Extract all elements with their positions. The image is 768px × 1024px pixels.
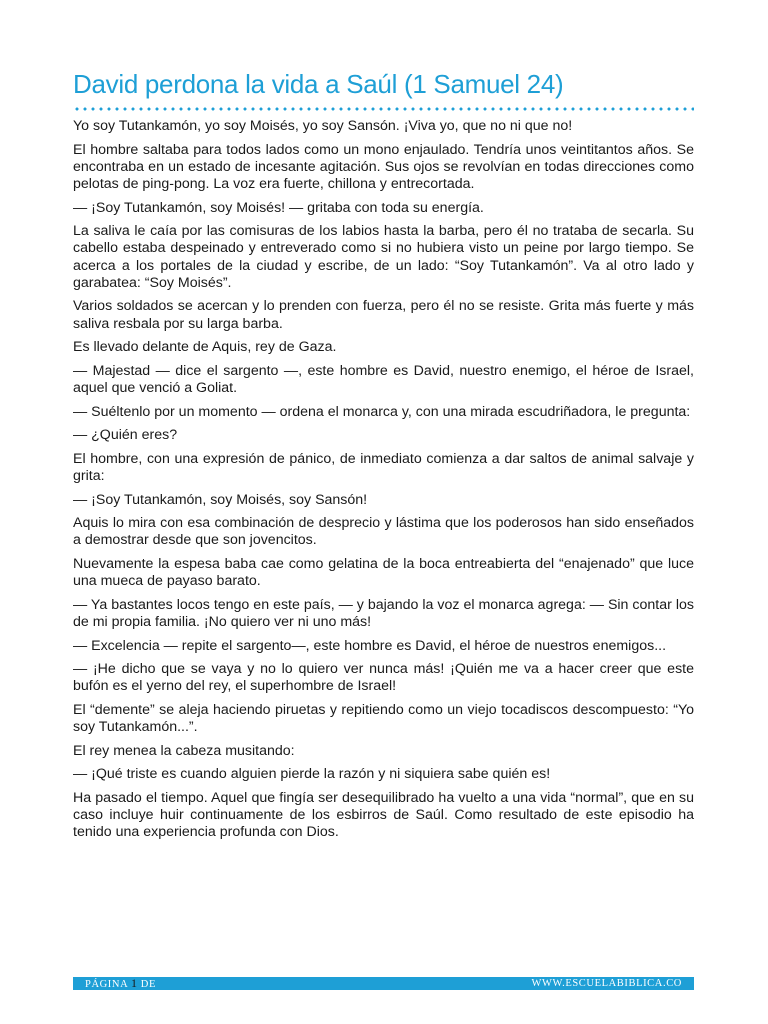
document-title: David perdona la vida a Saúl (1 Samuel 24) bbox=[73, 69, 564, 99]
paragraph: — Excelencia — repite el sargento—, este hombre es David, el héroe de nuestros enemigos... bbox=[73, 637, 667, 654]
page-indicator bbox=[85, 977, 156, 991]
paragraph: — Suéltenlo por un momento — ordena el monarca y, con una mirada escudriñadora, le pregunta: bbox=[73, 403, 691, 420]
paragraph: Yo soy Tutankamón, yo soy Moisés, yo soy Sansón. ¡Viva yo, que no ni que no! bbox=[73, 118, 573, 134]
dotted-divider bbox=[73, 106, 694, 112]
paragraph: — Majestad — dice el sargento —, este hombre es David, nuestro enemigo, el héroe de Israel, aquel que venció a Goliat. bbox=[73, 362, 694, 396]
paragraph: — Ya bastantes locos tengo en este país, — y bajando la voz el monarca agrega: — Sin contar los de mi propia familia. ¡No quiero ver ni uno más! bbox=[73, 596, 694, 630]
paragraph: La saliva le caía por las comisuras de los labios hasta la barba, pero él no trataba de secarla. Su cabello estaba despeinado y entreverado como si no hubiera visto un peine por largo tiempo. Se acerca a los portales de la ciudad y escribe, de un lado: “Soy Tutankamón”. Va al otro lado y garabatea: “Soy Moisés”. bbox=[73, 223, 694, 291]
paragraph: — ¡Qué triste es cuando alguien pierde la razón y ni siquiera sabe quién es! bbox=[73, 766, 551, 783]
page-label: PÁGINA bbox=[85, 979, 128, 990]
page-footer bbox=[73, 977, 694, 990]
paragraph: Aquis lo mira con esa combinación de desprecio y lástima que los poderosos han sido enseñados a demostrar desde que son jovencitos. bbox=[73, 515, 694, 549]
paragraph: Varios soldados se acercan y lo prenden con fuerza, pero él no se resiste. Grita más fuerte y más saliva resbala por su larga barba. bbox=[73, 298, 694, 332]
paragraph: El hombre, con una expresión de pánico, de inmediato comienza a dar saltos de animal salvaje y grita: bbox=[73, 450, 694, 484]
paragraph: — ¡Soy Tutankamón, soy Moisés! — gritaba con toda su energía. bbox=[73, 199, 484, 216]
paragraph: Es llevado delante de Aquis, rey de Gaza. bbox=[73, 339, 337, 356]
document-page bbox=[73, 66, 694, 848]
paragraph: — ¿Quién eres? bbox=[73, 427, 178, 444]
paragraph: El rey menea la cabeza musitando: bbox=[73, 742, 295, 759]
paragraph: Nuevamente la espesa baba cae como gelatina de la boca entreabierta del “enajenado” que luce una mueca de payaso barato. bbox=[73, 555, 694, 590]
paragraph: — ¡He dicho que se vaya y no lo quiero ver nunca más! ¡Quién me va a hacer creer que este bufón es el yerno del rey, el superhombre de Israel! bbox=[73, 661, 694, 695]
document-body bbox=[73, 118, 694, 842]
paragraph: — ¡Soy Tutankamón, soy Moisés, soy Sansón! bbox=[73, 491, 368, 508]
paragraph: El hombre saltaba para todos lados como un mono enjaulado. Tendría unos veintitantos años. Se encontraba en un estado de incesante agitación. Sus ojos se revolvían en todas direcciones como pelotas de ping-pong. La voz era fuerte, chillona y entrecortada. bbox=[73, 141, 694, 192]
page-number: 1 bbox=[130, 976, 138, 990]
paragraph: El “demente” se aleja haciendo piruetas y repitiendo como un viejo tocadiscos descompuesto: “Yo soy Tutankamón...”. bbox=[73, 701, 694, 736]
website-link[interactable]: WWW.ESCUELABIBLICA.CO bbox=[531, 978, 682, 989]
page-of-label: DE bbox=[140, 979, 156, 990]
paragraph: Ha pasado el tiempo. Aquel que fingía ser desequilibrado ha vuelto a una vida “normal”, que en su caso incluye huir continuamente de los esbirros de Saúl. Como resultado de este episodio ha tenido una experiencia profunda con Dios. bbox=[73, 789, 694, 841]
